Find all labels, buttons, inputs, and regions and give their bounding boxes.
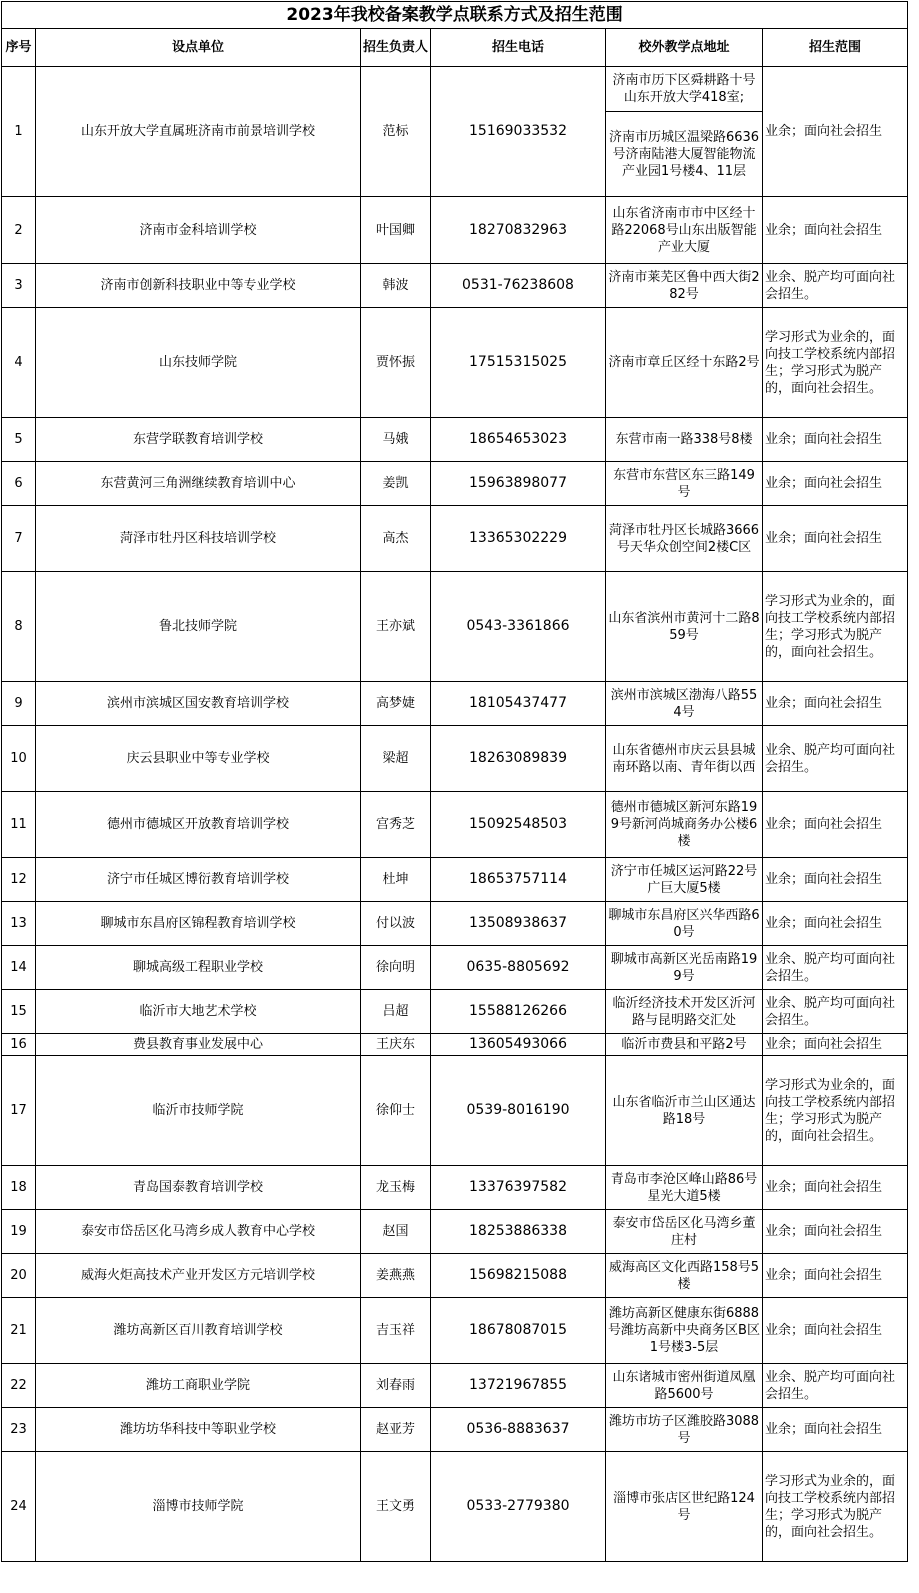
contact-person: 王亦斌 [361, 572, 431, 682]
enrollment-scope: 业余；面向社会招生 [763, 67, 908, 197]
teaching-address: 东营市东营区东三路149号 [606, 462, 763, 506]
row-number: 17 [2, 1056, 36, 1166]
teaching-address: 滨州市滨城区渤海八路554号 [606, 682, 763, 726]
row-number: 4 [2, 308, 36, 418]
unit-name: 菏泽市牡丹区科技培训学校 [36, 506, 361, 572]
enrollment-scope: 业余；面向社会招生 [763, 1034, 908, 1056]
contact-phone: 13721967855 [431, 1364, 606, 1408]
contact-phone: 0539-8016190 [431, 1056, 606, 1166]
unit-name: 潍坊工商职业学院 [36, 1364, 361, 1408]
teaching-address: 临沂市费县和平路2号 [606, 1034, 763, 1056]
unit-name: 潍坊高新区百川教育培训学校 [36, 1298, 361, 1364]
row-number: 19 [2, 1210, 36, 1254]
enrollment-scope: 业余；面向社会招生 [763, 506, 908, 572]
teaching-address: 东营市南一路338号8楼 [606, 418, 763, 462]
enrollment-scope: 学习形式为业余的，面向技工学校系统内部招生；学习形式为脱产的，面向社会招生。 [763, 308, 908, 418]
table-row [2, 67, 908, 112]
contact-phone: 15963898077 [431, 462, 606, 506]
contact-phone: 15698215088 [431, 1254, 606, 1298]
table-row [2, 682, 908, 726]
row-number: 10 [2, 726, 36, 792]
enrollment-scope: 业余；面向社会招生 [763, 197, 908, 264]
row-number: 20 [2, 1254, 36, 1298]
row-number: 6 [2, 462, 36, 506]
contact-person: 马娥 [361, 418, 431, 462]
unit-name: 东营黄河三角洲继续教育培训中心 [36, 462, 361, 506]
teaching-address: 济南市章丘区经十东路2号 [606, 308, 763, 418]
enrollment-scope: 业余；面向社会招生 [763, 1166, 908, 1210]
enrollment-scope: 业余；面向社会招生 [763, 418, 908, 462]
unit-name: 东营学联教育培训学校 [36, 418, 361, 462]
teaching-address: 聊城市高新区光岳南路199号 [606, 946, 763, 990]
row-number: 3 [2, 264, 36, 308]
enrollment-scope: 业余；面向社会招生 [763, 462, 908, 506]
row-number: 21 [2, 1298, 36, 1364]
table-row [2, 1452, 908, 1562]
table-row [2, 1254, 908, 1298]
row-number: 8 [2, 572, 36, 682]
table-row [2, 264, 908, 308]
teaching-address-2: 济南市历城区温梁路6636号济南陆港大厦智能物流产业园1号楼4、11层 [606, 112, 763, 197]
table-row [2, 902, 908, 946]
unit-name: 聊城高级工程职业学校 [36, 946, 361, 990]
teaching-address: 济南市莱芜区鲁中西大街282号 [606, 264, 763, 308]
table-row [2, 1034, 908, 1056]
contact-person: 王庆东 [361, 1034, 431, 1056]
contact-phone: 15092548503 [431, 792, 606, 858]
contact-person: 王文勇 [361, 1452, 431, 1562]
table-row [2, 462, 908, 506]
contact-phone: 18263089839 [431, 726, 606, 792]
unit-name: 庆云县职业中等专业学校 [36, 726, 361, 792]
unit-name: 山东开放大学直属班济南市前景培训学校 [36, 67, 361, 197]
row-number: 12 [2, 858, 36, 902]
contact-person: 赵国 [361, 1210, 431, 1254]
unit-name: 滨州市滨城区国安教育培训学校 [36, 682, 361, 726]
header-scope: 招生范围 [763, 29, 908, 67]
contact-person: 叶国卿 [361, 197, 431, 264]
teaching-address: 德州市德城区新河东路199号新河尚城商务办公楼6楼 [606, 792, 763, 858]
enrollment-scope: 学习形式为业余的，面向技工学校系统内部招生；学习形式为脱产的，面向社会招生。 [763, 1452, 908, 1562]
enrollment-scope: 业余；面向社会招生 [763, 1210, 908, 1254]
row-number: 2 [2, 197, 36, 264]
teaching-address: 山东诸城市密州街道凤凰路5600号 [606, 1364, 763, 1408]
contact-phone: 15169033532 [431, 67, 606, 197]
enrollment-scope: 业余、脱产均可面向社会招生。 [763, 264, 908, 308]
teaching-address: 潍坊市坊子区潍胶路3088号 [606, 1408, 763, 1452]
teaching-address: 山东省德州市庆云县县城南环路以南、青年街以西 [606, 726, 763, 792]
unit-name: 山东技师学院 [36, 308, 361, 418]
teaching-address: 济南市历下区舜耕路十号山东开放大学418室; [606, 67, 763, 112]
teaching-address: 聊城市东昌府区兴华西路60号 [606, 902, 763, 946]
contact-person: 梁超 [361, 726, 431, 792]
table-row [2, 506, 908, 572]
contact-phone: 13365302229 [431, 506, 606, 572]
unit-name: 德州市德城区开放教育培训学校 [36, 792, 361, 858]
page-title: 2023年我校备案教学点联系方式及招生范围 [2, 2, 908, 29]
contact-person: 刘春雨 [361, 1364, 431, 1408]
header-no: 序号 [2, 29, 36, 67]
table-row [2, 572, 908, 682]
contact-phone: 13508938637 [431, 902, 606, 946]
row-number: 13 [2, 902, 36, 946]
header-address: 校外教学点地址 [606, 29, 763, 67]
contact-phone: 13605493066 [431, 1034, 606, 1056]
table-row [2, 1364, 908, 1408]
contact-person: 宫秀芝 [361, 792, 431, 858]
table-row [2, 946, 908, 990]
enrollment-scope: 业余、脱产均可面向社会招生。 [763, 946, 908, 990]
contact-person: 龙玉梅 [361, 1166, 431, 1210]
unit-name: 费县教育事业发展中心 [36, 1034, 361, 1056]
teaching-address: 山东省济南市市中区经十路22068号山东出版智能产业大厦 [606, 197, 763, 264]
contact-phone: 0536-8883637 [431, 1408, 606, 1452]
contact-person: 高杰 [361, 506, 431, 572]
table-row [2, 792, 908, 858]
unit-name: 临沂市技师学院 [36, 1056, 361, 1166]
table-row [2, 418, 908, 462]
row-number: 18 [2, 1166, 36, 1210]
row-number: 9 [2, 682, 36, 726]
teaching-address: 淄博市张店区世纪路124号 [606, 1452, 763, 1562]
teaching-address: 威海高区文化西路158号5楼 [606, 1254, 763, 1298]
table-row [2, 1408, 908, 1452]
contact-phone: 13376397582 [431, 1166, 606, 1210]
table-row [2, 197, 908, 264]
table-row [2, 1056, 908, 1166]
enrollment-scope: 业余；面向社会招生 [763, 1408, 908, 1452]
row-number: 15 [2, 990, 36, 1034]
header-person: 招生负责人 [361, 29, 431, 67]
contact-person: 赵亚芳 [361, 1408, 431, 1452]
contact-person: 范标 [361, 67, 431, 197]
table-row [2, 726, 908, 792]
contact-phone: 15588126266 [431, 990, 606, 1034]
contact-person: 姜燕燕 [361, 1254, 431, 1298]
enrollment-scope: 业余；面向社会招生 [763, 858, 908, 902]
unit-name: 济南市创新科技职业中等专业学校 [36, 264, 361, 308]
unit-name: 鲁北技师学院 [36, 572, 361, 682]
row-number: 1 [2, 67, 36, 197]
row-number: 22 [2, 1364, 36, 1408]
contact-phone: 17515315025 [431, 308, 606, 418]
unit-name: 淄博市技师学院 [36, 1452, 361, 1562]
teaching-address: 临沂经济技术开发区沂河路与昆明路交汇处 [606, 990, 763, 1034]
row-number: 5 [2, 418, 36, 462]
enrollment-scope: 业余；面向社会招生 [763, 682, 908, 726]
contact-person: 高梦婕 [361, 682, 431, 726]
table-row [2, 1210, 908, 1254]
enrollment-table [1, 1, 908, 1562]
contact-phone: 18105437477 [431, 682, 606, 726]
contact-person: 姜凯 [361, 462, 431, 506]
table-row [2, 858, 908, 902]
contact-person: 贾怀振 [361, 308, 431, 418]
unit-name: 潍坊坊华科技中等职业学校 [36, 1408, 361, 1452]
enrollment-scope: 业余；面向社会招生 [763, 902, 908, 946]
enrollment-scope: 业余；面向社会招生 [763, 1254, 908, 1298]
contact-phone: 18253886338 [431, 1210, 606, 1254]
unit-name: 济南市金科培训学校 [36, 197, 361, 264]
enrollment-scope: 业余、脱产均可面向社会招生。 [763, 1364, 908, 1408]
enrollment-scope: 业余；面向社会招生 [763, 792, 908, 858]
enrollment-scope: 业余；面向社会招生 [763, 1298, 908, 1364]
teaching-address: 济宁市任城区运河路22号广巨大厦5楼 [606, 858, 763, 902]
table-row [2, 1166, 908, 1210]
contact-person: 吕超 [361, 990, 431, 1034]
row-number: 7 [2, 506, 36, 572]
contact-phone: 18654653023 [431, 418, 606, 462]
contact-person: 付以波 [361, 902, 431, 946]
row-number: 23 [2, 1408, 36, 1452]
contact-phone: 18678087015 [431, 1298, 606, 1364]
contact-person: 吉玉祥 [361, 1298, 431, 1364]
unit-name: 泰安市岱岳区化马湾乡成人教育中心学校 [36, 1210, 361, 1254]
contact-person: 徐仰士 [361, 1056, 431, 1166]
row-number: 24 [2, 1452, 36, 1562]
table-row [2, 308, 908, 418]
contact-person: 徐向明 [361, 946, 431, 990]
table-row [2, 990, 908, 1034]
row-number: 11 [2, 792, 36, 858]
unit-name: 聊城市东昌府区锦程教育培训学校 [36, 902, 361, 946]
unit-name: 临沂市大地艺术学校 [36, 990, 361, 1034]
teaching-address: 菏泽市牡丹区长城路3666号天华众创空间2楼C区 [606, 506, 763, 572]
enrollment-scope: 学习形式为业余的，面向技工学校系统内部招生；学习形式为脱产的，面向社会招生。 [763, 572, 908, 682]
enrollment-scope: 业余、脱产均可面向社会招生。 [763, 990, 908, 1034]
contact-phone: 0533-2779380 [431, 1452, 606, 1562]
teaching-address: 泰安市岱岳区化马湾乡董庄村 [606, 1210, 763, 1254]
unit-name: 青岛国泰教育培训学校 [36, 1166, 361, 1210]
teaching-address: 山东省滨州市黄河十二路859号 [606, 572, 763, 682]
contact-person: 韩波 [361, 264, 431, 308]
contact-phone: 18653757114 [431, 858, 606, 902]
table-row [2, 1298, 908, 1364]
contact-phone: 0635-8805692 [431, 946, 606, 990]
unit-name: 威海火炬高技术产业开发区方元培训学校 [36, 1254, 361, 1298]
enrollment-scope: 学习形式为业余的，面向技工学校系统内部招生；学习形式为脱产的，面向社会招生。 [763, 1056, 908, 1166]
contact-phone: 0543-3361866 [431, 572, 606, 682]
header-unit: 设点单位 [36, 29, 361, 67]
contact-phone: 18270832963 [431, 197, 606, 264]
teaching-address: 山东省临沂市兰山区通达路18号 [606, 1056, 763, 1166]
row-number: 14 [2, 946, 36, 990]
contact-person: 杜坤 [361, 858, 431, 902]
teaching-address: 潍坊高新区健康东街6888号潍坊高新中央商务区B区1号楼3-5层 [606, 1298, 763, 1364]
row-number: 16 [2, 1034, 36, 1056]
unit-name: 济宁市任城区博衍教育培训学校 [36, 858, 361, 902]
enrollment-scope: 业余、脱产均可面向社会招生。 [763, 726, 908, 792]
header-phone: 招生电话 [431, 29, 606, 67]
teaching-address: 青岛市李沧区峰山路86号星光大道5楼 [606, 1166, 763, 1210]
contact-phone: 0531-76238608 [431, 264, 606, 308]
